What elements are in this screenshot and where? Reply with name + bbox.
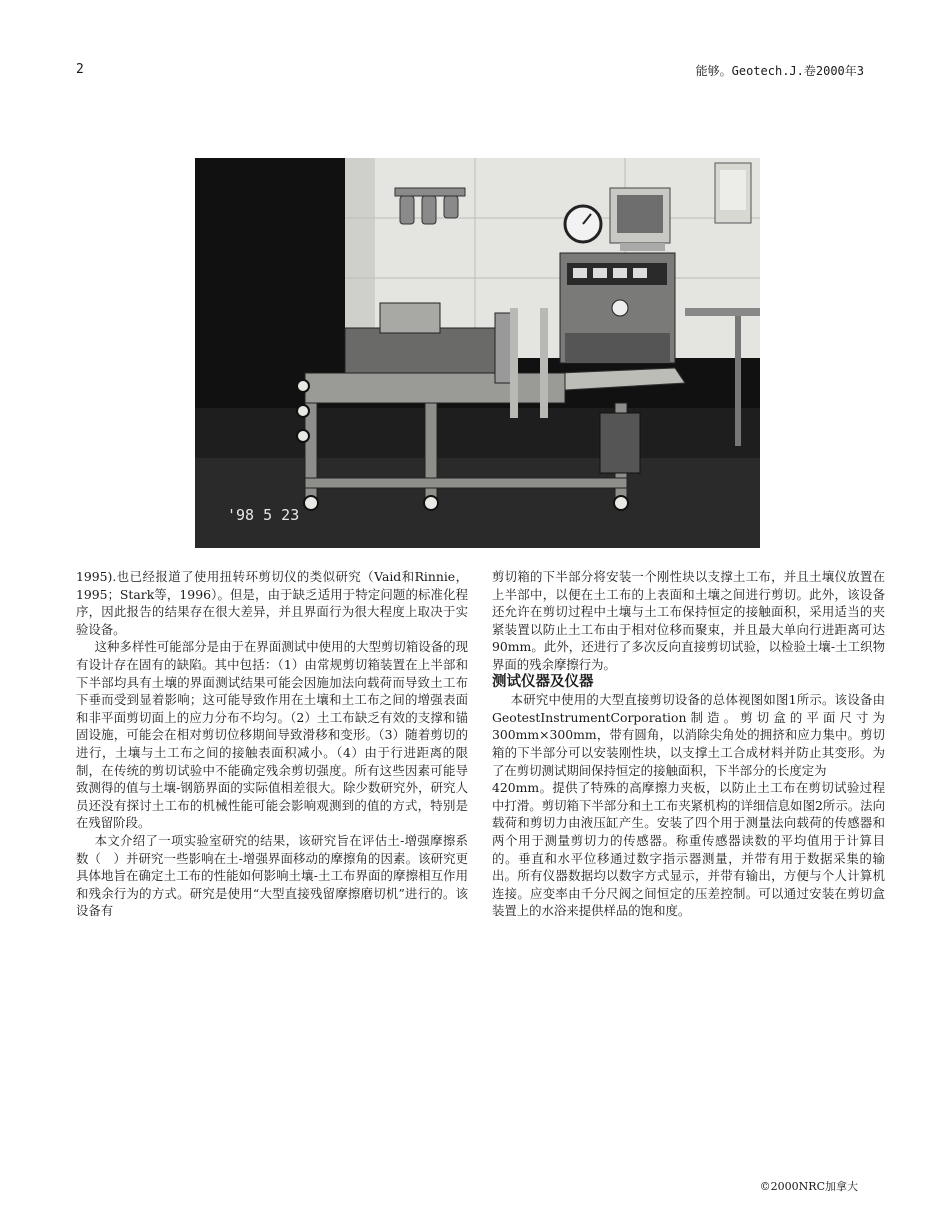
photo-date-stamp: '98 5 23: [227, 506, 300, 524]
paragraph: 剪切箱的下半部分将安装一个刚性块以支撑土工布，并且土壤仪放置在上半部中，以便在土工布的上表面和土壤之间进行剪切。此外，该设备还允许在剪切过程中土壤与土工布保持恒定的接触面积，采用适当的夹紧装置以防止土工布由于相对位移而聚束，并且最大单向行进距离可达90mm。此外，还进行了多次反向直接剪切试验，以检验土壤-土工织物界面的残余摩擦行为。: [492, 569, 885, 672]
paragraph: 420mm。提供了特殊的高摩擦力夹板，以防止土工布在剪切试验过程中打滑。剪切箱下半部分和土工布夹紧机构的详细信息如图2所示。法向载荷和剪切力由液压缸产生。安装了四个用于测量法向载荷的传感器和两个用于测量剪切力的传感器。称重传感器读数的平均值用于计算目的。垂直和水平位移通过数字指示器测量，并带有用于数据采集的输出。所有仪器数据均以数字方式显示，并带有输出，方便与个人计算机连接。应变率由千分尺阀之间恒定的压差控制。可以通过安装在剪切盒装置上的水浴来提供样品的饱和度。: [492, 780, 885, 919]
paragraph: 1995).也已经报道了使用扭转环剪切仪的类似研究（Vaid和Rinnie，1995；Stark等，1996）。但是，由于缺乏适用于特定问题的标准化程序，因此报告的结果存在很大差异，并且界面行为很大程度上取决于实验设备。: [76, 569, 468, 637]
paragraph: 本研究中使用的大型直接剪切设备的总体视图如图1所示。该设备由GeotestInstrumentCorporation制造。剪切盒的平面尺寸为300mm×300mm，带有圆角，以消除尖角处的拥挤和应力集中。剪切箱的下半部分可以安装刚性块，以支撑土工合成材料并防止其变形。为了在剪切测试期间保持恒定的接触面积，下半部分的长度定为: [492, 692, 885, 778]
right-column: [492, 568, 885, 920]
paragraph: 本文介绍了一项实验室研究的结果，该研究旨在评估土-增强摩擦系数（ ）并研究一些影响在土-增强界面移动的摩擦角的因素。该研究更具体地旨在确定土工布的性能如何影响土壤-土工布界面的摩擦相互作用和残余行为的方式。研究是使用“大型直接残留摩擦磨切机”进行的。该设备有: [76, 832, 468, 919]
page-number: 2: [76, 62, 84, 77]
copyright-footer: ©2000NRC加拿大: [759, 1180, 858, 1193]
running-head: 能够。Geotech.J.卷2000年3: [695, 64, 864, 78]
left-column: [76, 568, 468, 920]
section-heading: 测试仪器及仪器: [492, 673, 594, 690]
paragraph: 这种多样性可能部分是由于在界面测试中使用的大型剪切箱设备的现有设计存在固有的缺陷。其中包括：（1）由常规剪切箱装置在上半部和下半部均具有土壤的界面测试结果可能会因施加法向载荷而导致土工布下垂而受到显着影响；这可能导致作用在土壤和土工布之间的增强表面和非平面剪切面上的应力分布不均匀。（2）土工布缺乏有效的支撑和锚固设施，可能会在相对剪切位移期间导致滑移和变形。（3）随着剪切的进行，土壤与土工布之间的接触表面积减小。（4）由于行进距离的限制，在传统的剪切试验中不能确定残余剪切强度。所有这些因素可能导致测得的值与土壤-钢筋界面的实际值相差很大。除少数研究外，研究人员还没有探讨土工布的机械性能可能会影响观测到的值的方式，特别是在残留阶段。: [76, 639, 468, 831]
figure-1-photo: [195, 158, 760, 548]
